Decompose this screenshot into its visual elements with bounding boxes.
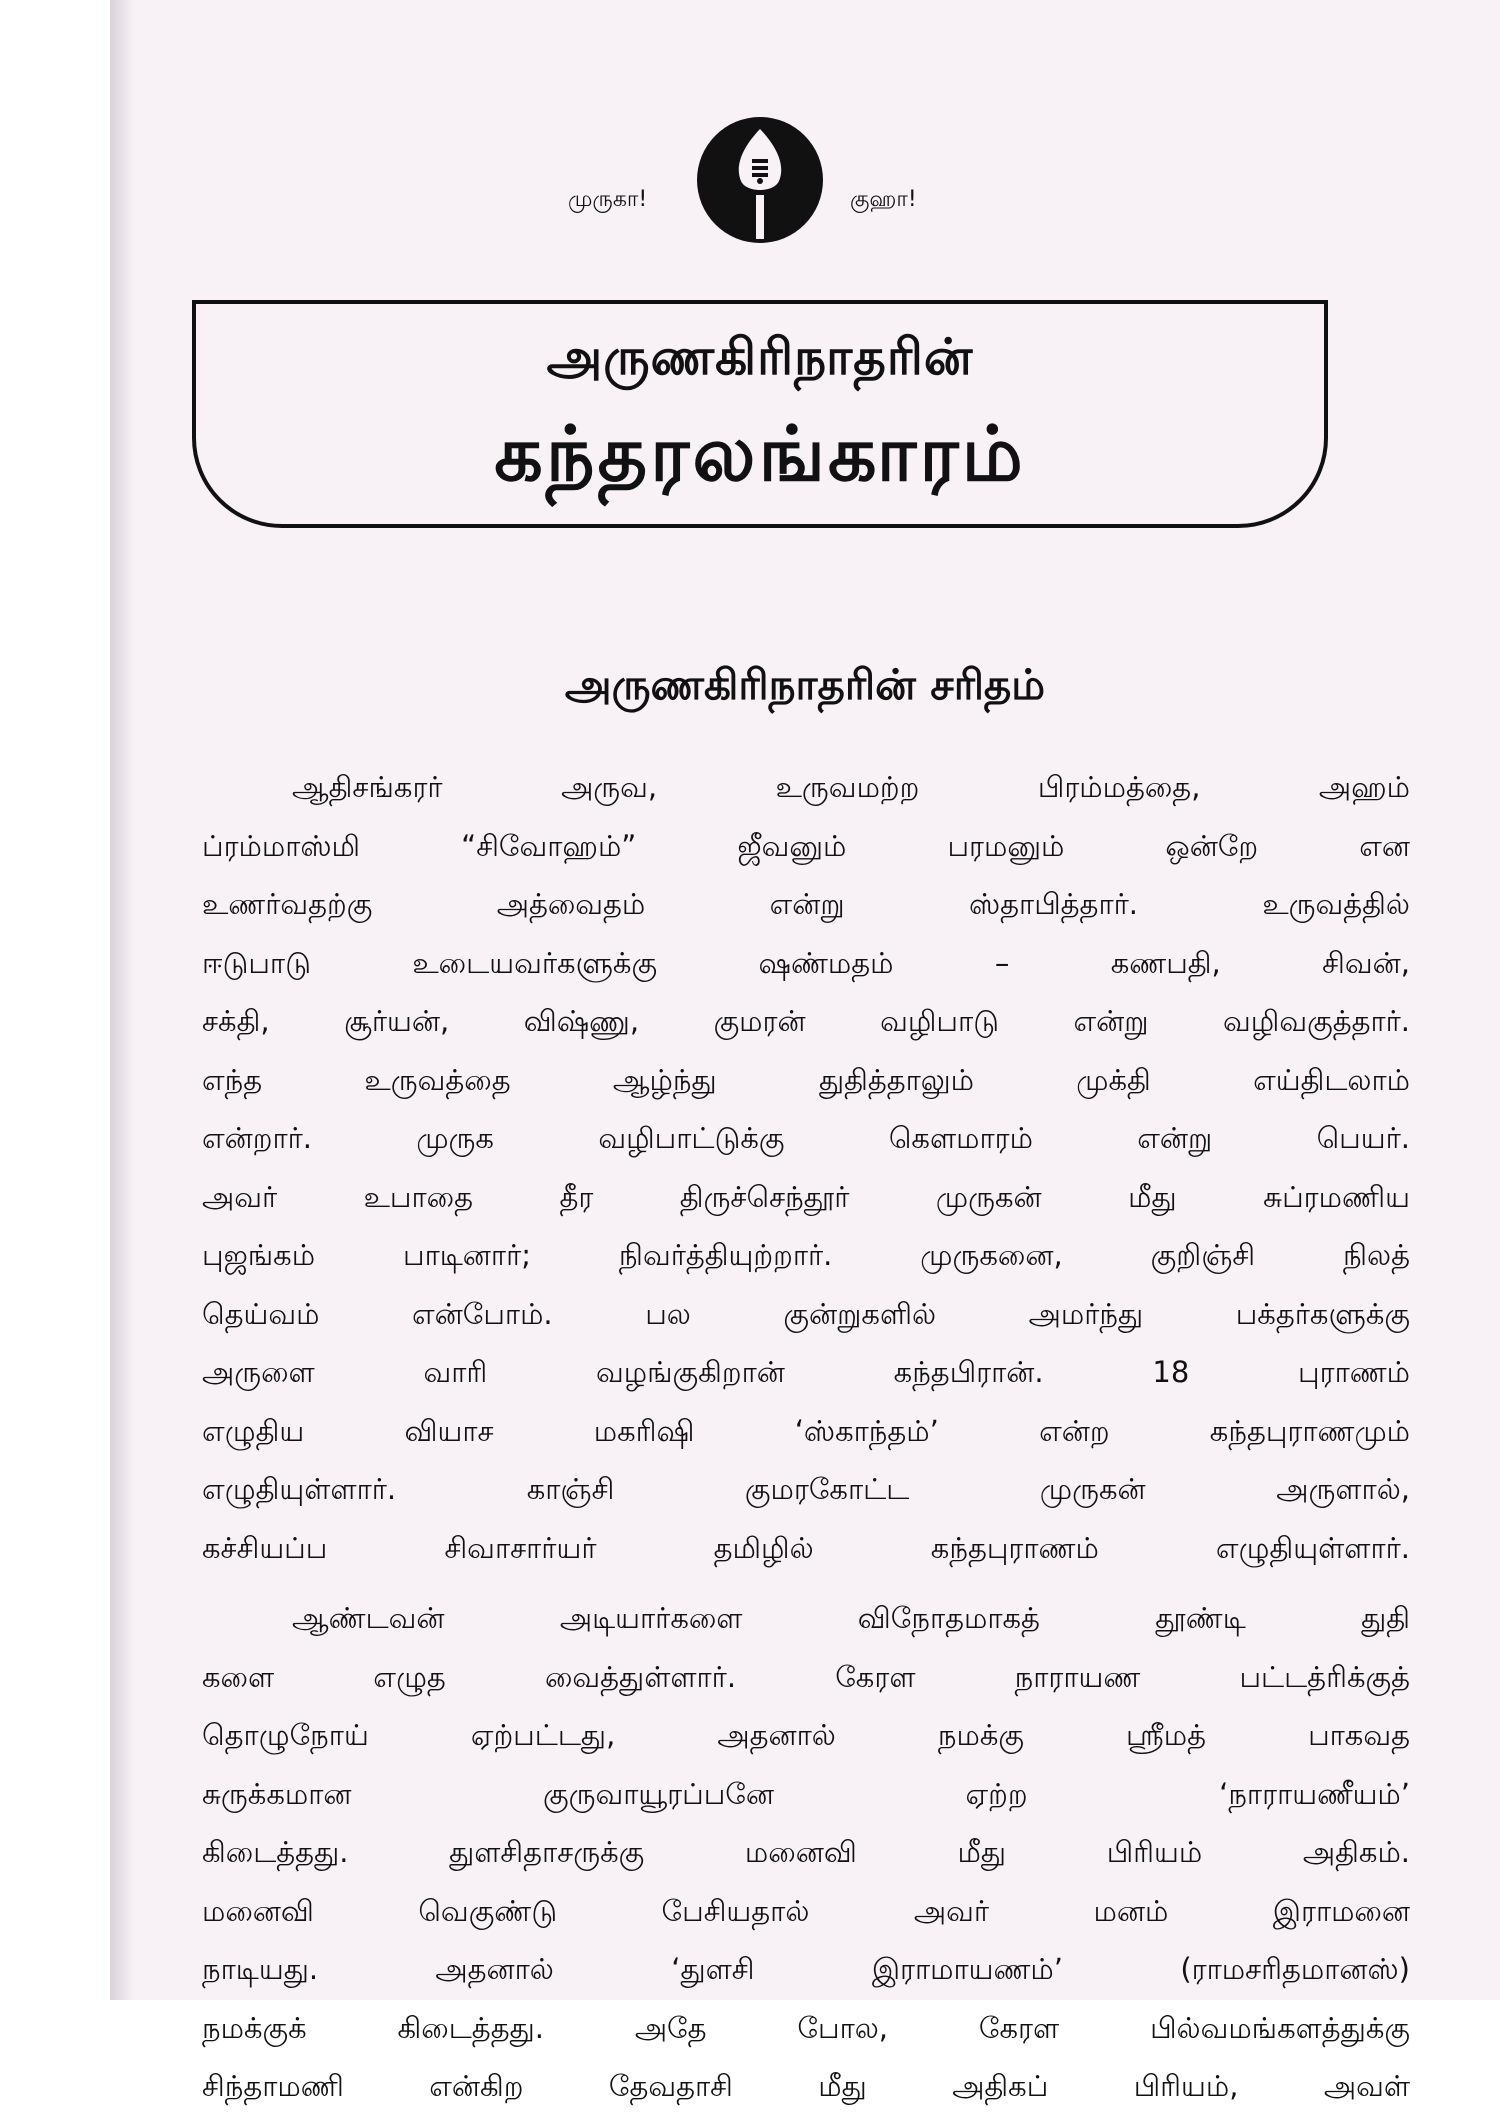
text-line: ஈடுபாடு உடையவர்களுக்கு ஷண்மதம் – கணபதி, சிவன், xyxy=(202,945,1410,980)
paragraph xyxy=(202,1589,1410,2116)
text-line: தொழுநோய் ஏற்பட்டது, அதனால் நமக்கு ஸ்ரீமத் பாகவத xyxy=(202,1718,1410,1752)
body-text xyxy=(202,758,1410,2116)
text-line: ஆதிசங்கரர் அருவ, உருவமற்ற பிரம்மத்தை, அஹம் xyxy=(292,770,1410,804)
text-line: களை எழுத வைத்துள்ளார். கேரள நாராயண பட்டத்ரிக்குத் xyxy=(202,1659,1410,1694)
text-line: புஜங்கம் பாடினார்; நிவர்த்தியுற்றார். முருகனை, குறிஞ்சி நிலத் xyxy=(202,1238,1410,1272)
text-line: அருளை வாரி வழங்குகிறான் கந்தபிரான். 18 புராணம் xyxy=(202,1355,1410,1389)
text-line: சக்தி, சூர்யன், விஷ்ணு, குமரன் வழிபாடு என்று வழிவகுத்தார். xyxy=(202,1004,1410,1038)
invocation-left: முருகா! xyxy=(568,187,648,212)
book-subtitle: அருணகிரிநாதரின் xyxy=(546,328,974,386)
invocation-right: குஹா! xyxy=(850,187,917,212)
text-line: அவர் உபாதை தீர திருச்செந்தூர் முருகன் மீது சுப்ரமணிய xyxy=(202,1179,1410,1214)
text-line: கச்சியப்ப சிவாசார்யர் தமிழில் கந்தபுராணம் எழுதியுள்ளார். xyxy=(202,1530,1410,1565)
text-line: கிடைத்தது. துளசிதாசருக்கு மனைவி மீது பிரியம் அதிகம். xyxy=(202,1835,1410,1869)
section-heading: அருணகிரிநாதரின் சரிதம் xyxy=(564,660,1046,709)
text-line: ப்ரம்மாஸ்மி “சிவோஹம்” ஜீவனும் பரமனும் ஒன்றே என xyxy=(202,828,1410,863)
text-line: நமக்குக் கிடைத்தது. அதே போல, கேரள பில்வமங்களத்துக்கு xyxy=(202,2010,1410,2045)
title-box xyxy=(192,300,1328,528)
paragraph xyxy=(202,758,1410,1577)
book-page xyxy=(110,0,1500,2103)
text-line: மனைவி வெகுண்டு பேசியதால் அவர் மனம் இராமனை xyxy=(202,1893,1410,1928)
text-line: எழுதிய வியாச மகரிஷி ‘ஸ்காந்தம்’ என்ற கந்தபுராணமும் xyxy=(202,1413,1410,1448)
text-line: எந்த உருவத்தை ஆழ்ந்து துதித்தாலும் முக்தி எய்திடலாம் xyxy=(202,1062,1410,1097)
text-line: ஆண்டவன் அடியார்களை விநோதமாகத் தூண்டி துதி xyxy=(292,1601,1410,1635)
text-line: சிந்தாமணி என்கிற தேவதாசி மீது அதிகப் பிரியம், அவள் xyxy=(202,2069,1410,2103)
text-line: நாடியது. அதனால் ‘துளசி இராமாயணம்’ (ராமசரிதமானஸ்) xyxy=(202,1952,1410,1986)
emblem-row xyxy=(110,115,1500,245)
book-title: கந்தரலங்காரம் xyxy=(494,409,1026,498)
text-line: எழுதியுள்ளார். காஞ்சி குமரகோட்ட முருகன் அருளால், xyxy=(202,1472,1410,1506)
text-line: என்றார். முருக வழிபாட்டுக்கு கௌமாரம் என்று பெயர். xyxy=(202,1121,1410,1155)
text-line: சுருக்கமான குருவாயூரப்பனே ஏற்ற ‘நாராயணீயம்’ xyxy=(202,1776,1410,1811)
text-line: தெய்வம் என்போம். பல குன்றுகளில் அமர்ந்து பக்தர்களுக்கு xyxy=(202,1296,1410,1331)
vel-spear-icon xyxy=(695,115,825,245)
page-gutter-shadow xyxy=(110,0,134,2000)
text-line: உணர்வதற்கு அத்வைதம் என்று ஸ்தாபித்தார். உருவத்தில் xyxy=(202,887,1410,921)
